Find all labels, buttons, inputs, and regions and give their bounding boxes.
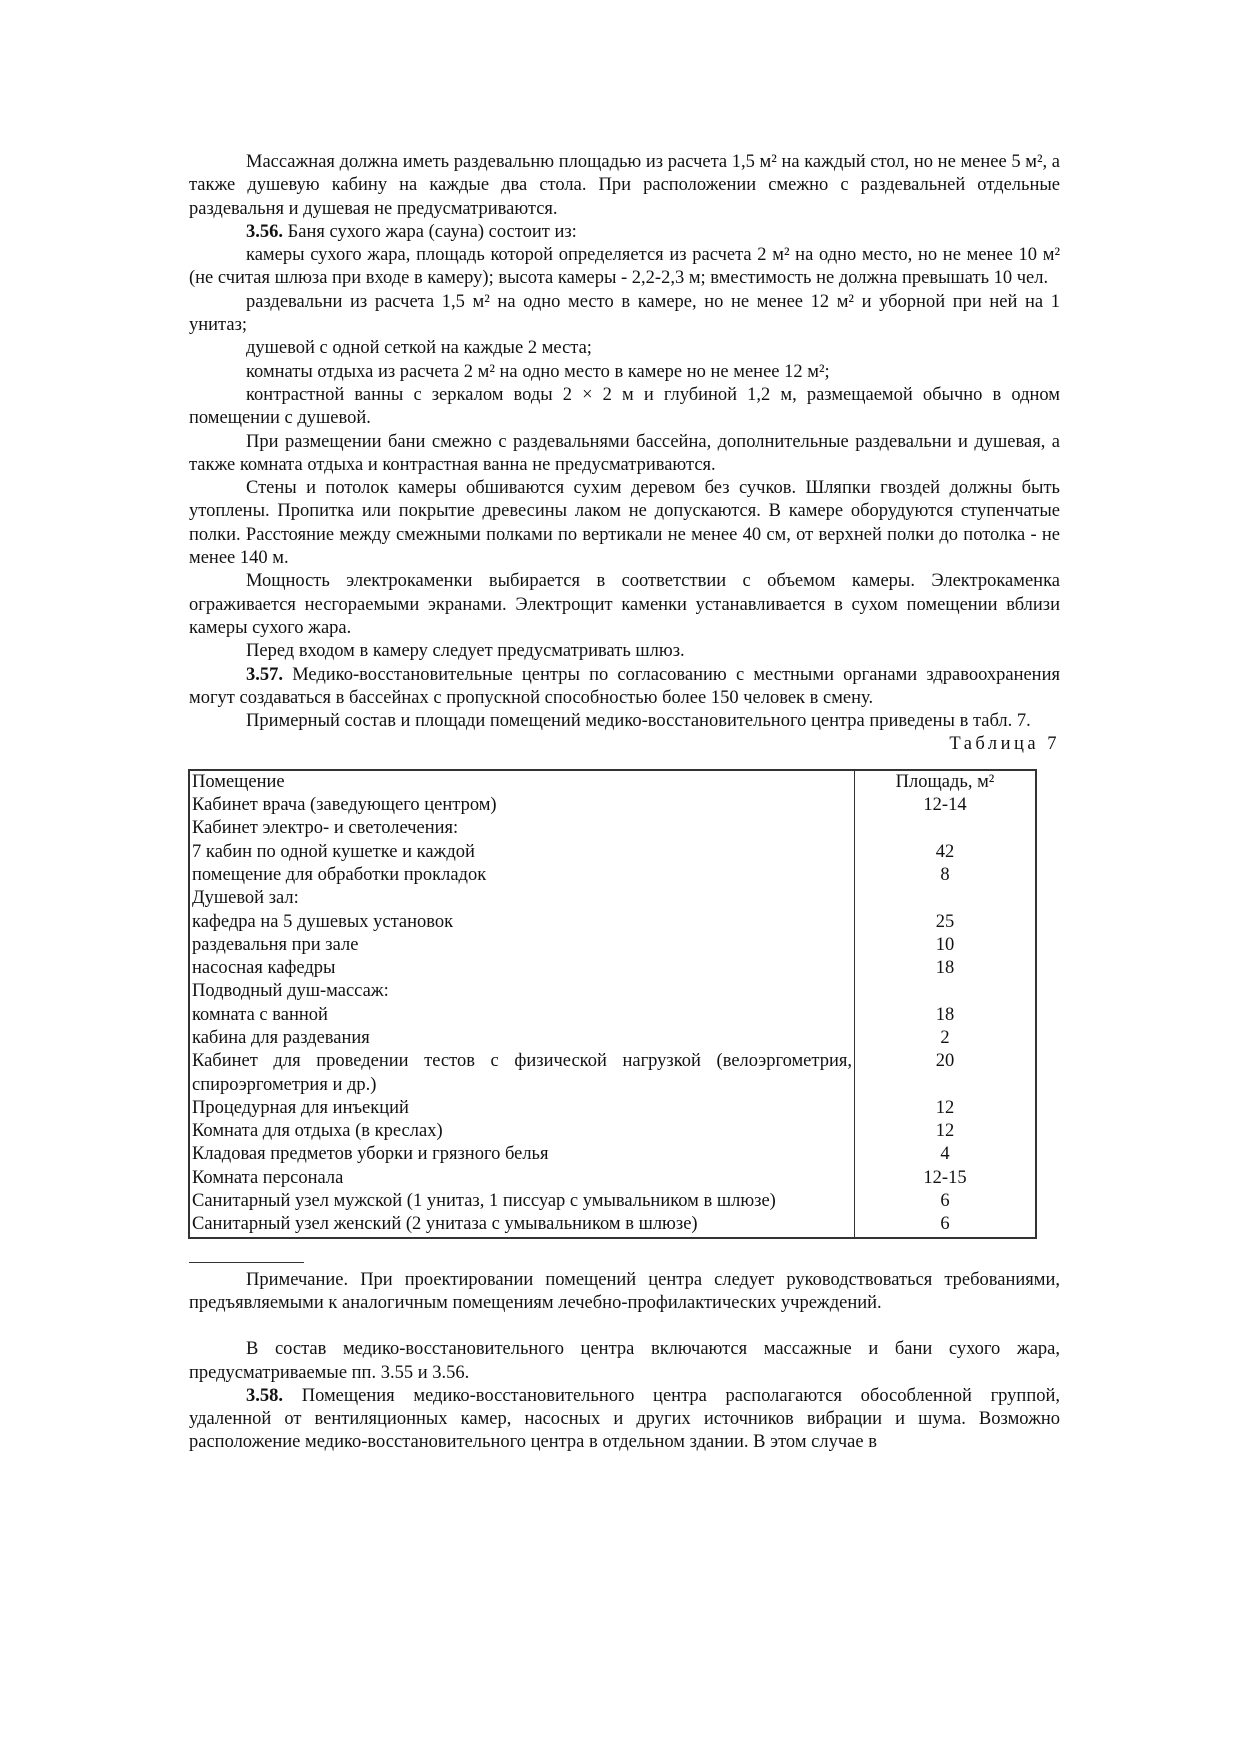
table-row	[189, 864, 1036, 887]
table-row	[189, 887, 1036, 910]
table-row	[189, 794, 1036, 817]
room-cell: помещение для обработки прокладок	[189, 864, 855, 887]
paragraph-text: Перед входом в камеру следует предусматривать шлюз.	[246, 641, 685, 662]
area-cell: 25	[935, 911, 955, 932]
area-cell: 18	[935, 958, 955, 979]
clause-number: 3.57.	[246, 664, 283, 685]
table-row	[189, 911, 1036, 934]
area-cell	[855, 817, 1037, 840]
table-row	[189, 1190, 1036, 1213]
paragraph	[189, 710, 1060, 733]
room-cell: кафедра на 5 душевых установок	[189, 911, 855, 934]
area-cell: 6	[940, 1214, 950, 1235]
table-row	[189, 1120, 1036, 1143]
paragraph	[189, 384, 1060, 431]
paragraph-text: Мощность электрокаменки выбирается в соответствии с объемом камеры. Электрокаменка ограживается несгораемыми экранами. Электрощит каменки устанавливается в сухом помещении вблизи камеры сухого жара.	[189, 571, 1060, 638]
table-row	[189, 957, 1036, 980]
paragraph	[189, 244, 1060, 291]
room-cell: Процедурная для инъекций	[189, 1097, 855, 1120]
paragraph	[189, 291, 1060, 338]
paragraph-text: Медико-восстановительные центры по согласованию с местными органами здравоохранения могут создаваться в бассейнах с пропускной способностью более 150 человек в смену.	[189, 664, 1060, 708]
table-row	[189, 934, 1036, 957]
room-cell: Комната персонала	[189, 1167, 855, 1190]
paragraph	[189, 361, 1060, 384]
room-cell: Кабинет электро- и светолечения:	[189, 817, 855, 840]
area-cell: 12-15	[923, 1167, 967, 1188]
paragraph-text: При размещении бани смежно с раздевальнями бассейна, дополнительные раздевальни и душевая, а также комната отдыха и контрастная ванна не предусматриваются.	[189, 431, 1060, 475]
paragraph-text: Баня сухого жара (сауна) состоит из:	[283, 221, 577, 242]
paragraph-text: раздевальни из расчета 1,5 м² на одно место в камере, но не менее 12 м² и уборной при ней на 1 унитаз;	[189, 291, 1060, 336]
area-cell: 42	[935, 841, 955, 862]
clause-number: 3.58.	[246, 1385, 283, 1406]
document-page	[189, 151, 1060, 1455]
area-cell: 4	[940, 1144, 950, 1165]
area-cell	[855, 887, 1037, 910]
table-header-row	[189, 770, 1036, 794]
table-row	[189, 1097, 1036, 1120]
room-cell: Кабинет для проведении тестов с физической нагрузкой (велоэргометрия, спироэргометрия и др.)	[189, 1050, 855, 1097]
body-text-bottom	[189, 1338, 1060, 1454]
area-cell: 2	[940, 1027, 950, 1048]
area-cell: 12	[935, 1121, 955, 1142]
room-cell: насосная кафедры	[189, 957, 855, 980]
paragraph	[189, 664, 1060, 711]
header-room: Помещение	[189, 770, 855, 794]
area-cell: 20	[935, 1051, 955, 1072]
paragraph-text: комнаты отдыха из расчета 2 м² на одно место в камере но не менее 12 м²;	[246, 361, 830, 382]
table-row	[189, 1167, 1036, 1190]
paragraph-text: контрастной ванны с зеркалом воды 2 × 2 м и глубиной 1,2 м, размещаемой обычно в одном помещении с душевой.	[189, 384, 1060, 429]
room-cell: Санитарный узел мужской (1 унитаз, 1 писсуар с умывальником в шлюзе)	[189, 1190, 855, 1213]
area-cell	[855, 980, 1037, 1003]
rooms-table	[188, 769, 1037, 1239]
table-row	[189, 1143, 1036, 1166]
room-cell: комната с ванной	[189, 1004, 855, 1027]
paragraph	[189, 570, 1060, 640]
paragraph-text: Примерный состав и площади помещений медико-восстановительного центра приведены в табл. 7.	[246, 711, 1031, 732]
table-row	[189, 1027, 1036, 1050]
paragraph	[189, 1385, 1060, 1455]
room-cell: Кладовая предметов уборки и грязного белья	[189, 1143, 855, 1166]
table-row	[189, 1050, 1036, 1097]
area-cell: 10	[935, 934, 955, 955]
area-cell: 12	[935, 1097, 955, 1118]
table-row	[189, 1004, 1036, 1027]
room-cell: Санитарный узел женский (2 унитаза с умывальником в шлюзе)	[189, 1213, 855, 1237]
paragraph-text: камеры сухого жара, площадь которой определяется из расчета 2 м² на одно место, но не менее 10 м² (не считая шлюза при входе в камеру); высота камеры - 2,2-2,3 м; вместимость не должна превышать 10 чел.	[189, 245, 1060, 289]
header-area: Площадь, м²	[895, 771, 995, 792]
area-cell: 6	[940, 1191, 950, 1212]
room-cell: 7 кабин по одной кушетке и каждой	[189, 841, 855, 864]
table-row	[189, 841, 1036, 864]
paragraph-text: душевой с одной сеткой на каждые 2 места;	[246, 338, 592, 359]
paragraph-text: Стены и потолок камеры обшиваются сухим деревом без сучков. Шляпки гвоздей должны быть утоплены. Пропитка или покрытие древесины лаком не допускаются. В камере оборудуются ступенчатые полки. Расстояние между смежными полками по вертикали не менее 40 см, от верхней полки до потолка - не менее 140 м.	[189, 478, 1060, 569]
table-caption: Таблица 7	[949, 734, 1060, 755]
paragraph-text: В состав медико-восстановительного центра включаются массажные и бани сухого жара, предусматриваемые пп. 3.55 и 3.56.	[189, 1339, 1060, 1383]
clause-number: 3.56.	[246, 221, 283, 242]
paragraph-text: Массажная должна иметь раздевальню площадью из расчета 1,5 м² на каждый стол, но не менее 5 м², а также душевую кабину на каждые два стола. При расположении смежно с раздевальней отдельные раздевальня и душевая не предусматриваются.	[189, 152, 1060, 219]
room-cell: Подводный душ-массаж:	[189, 980, 855, 1003]
paragraph	[189, 431, 1060, 478]
table-row	[189, 1213, 1036, 1237]
paragraph	[189, 477, 1060, 570]
body-text-top	[189, 151, 1060, 733]
area-cell: 18	[935, 1004, 955, 1025]
room-cell: Комната для отдыха (в креслах)	[189, 1120, 855, 1143]
paragraph	[189, 1338, 1060, 1385]
paragraph	[189, 640, 1060, 663]
room-cell: кабина для раздевания	[189, 1027, 855, 1050]
paragraph	[189, 337, 1060, 360]
table-row	[189, 980, 1036, 1003]
room-cell: раздевальня при зале	[189, 934, 855, 957]
area-cell: 12-14	[923, 795, 967, 816]
footnote-rule	[189, 1262, 304, 1263]
table-note: Примечание. При проектировании помещений центра следует руководствоваться требованиями, предъявляемыми к аналогичным помещениям лечебно-профилактических учреждений.	[189, 1269, 1060, 1313]
area-cell: 8	[940, 864, 950, 885]
paragraph	[189, 151, 1060, 221]
room-cell: Душевой зал:	[189, 887, 855, 910]
paragraph-text: Помещения медико-восстановительного центра располагаются обособленной группой, удаленной от вентиляционных камер, насосных и других источников вибрации и шума. Возможно расположение медико-восстановительного центра в отдельном здании. В этом случае в	[189, 1385, 1060, 1453]
paragraph	[189, 221, 1060, 244]
room-cell: Кабинет врача (заведующего центром)	[189, 794, 855, 817]
table-row	[189, 817, 1036, 840]
